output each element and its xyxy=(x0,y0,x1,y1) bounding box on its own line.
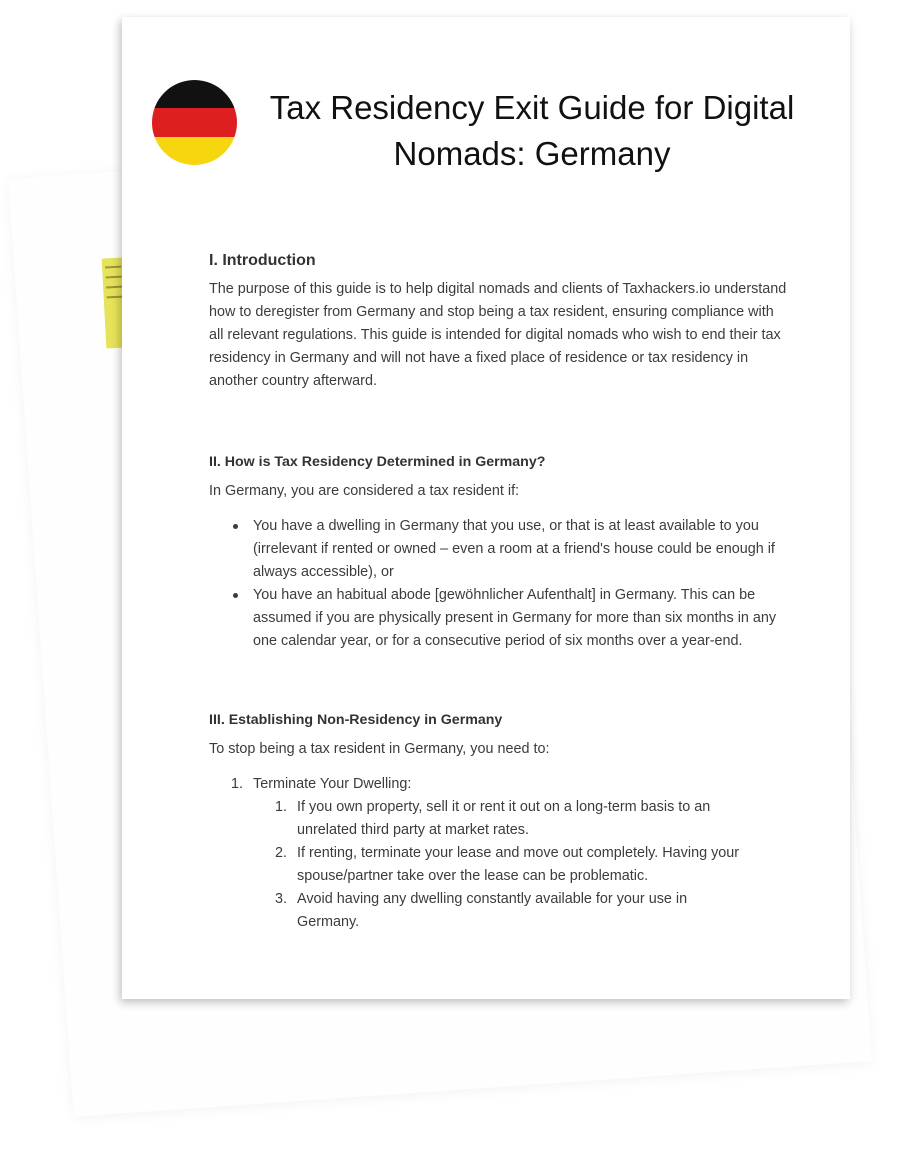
section-heading: II. How is Tax Residency Determined in Germany? xyxy=(209,454,546,470)
flag-stripe-black xyxy=(152,80,237,108)
section-lead: In Germany, you are considered a tax resident if: xyxy=(209,483,520,499)
germany-flag-icon xyxy=(152,80,237,165)
list-item xyxy=(253,584,789,653)
document-page xyxy=(122,17,850,999)
list-item xyxy=(253,515,789,584)
section-introduction xyxy=(209,249,789,393)
list-item-text: If renting, terminate your lease and move out completely. Having your spouse/partner take over the lease can be problematic. xyxy=(297,845,740,884)
section-lead: To stop being a tax resident in Germany, you need to: xyxy=(209,741,550,757)
sticky-note-scribble xyxy=(106,286,122,289)
section-tax-residency-determination xyxy=(209,451,789,653)
list-item-text: You have an habitual abode [gewöhnlicher Aufenthalt] in Germany. This can be assumed if you are physically present in Germany for more than six months in any one calendar year, or for a consecutive period of six months over a year-end. xyxy=(253,587,777,649)
list-item-text: You have a dwelling in Germany that you use, or that is at least available to you (irrelevant if rented or owned – even a room at a friend's house could be enough if always accessible), or xyxy=(253,518,775,580)
spacer xyxy=(209,653,789,709)
nested-numbered-list xyxy=(253,796,789,934)
list-item-text: Avoid having any dwelling constantly available for your use in Germany. xyxy=(297,891,688,930)
sticky-note-scribble xyxy=(107,296,123,299)
bullet-icon xyxy=(233,524,238,529)
section-paragraph: The purpose of this guide is to help digital nomads and clients of Taxhackers.io understand how to deregister from Germany and stop being a tax resident, ensuring compliance with all relevant regulations. This guide is intended for digital nomads who wish to end their tax residency in Germany and will not have a fixed place of residence or tax residency in another country afterward. xyxy=(209,281,787,389)
list-number: 2. xyxy=(275,845,288,861)
sticky-note-scribble xyxy=(106,276,122,279)
section-heading: III. Establishing Non-Residency in Germany xyxy=(209,712,503,728)
section-heading: I. Introduction xyxy=(209,252,316,269)
spacer xyxy=(209,393,789,451)
list-item xyxy=(275,796,789,842)
list-number: 3. xyxy=(275,891,288,907)
list-item xyxy=(275,842,789,888)
list-number: 1. xyxy=(275,799,288,815)
sticky-note-scribble xyxy=(105,266,121,269)
document-title: Tax Residency Exit Guide for Digital Nomads: Germany xyxy=(269,89,795,172)
bullet-list xyxy=(209,515,789,653)
bullet-icon xyxy=(233,593,238,598)
flag-stripe-red xyxy=(152,108,237,136)
list-item xyxy=(231,773,789,934)
numbered-list xyxy=(209,773,789,934)
list-item-text: Terminate Your Dwelling: xyxy=(253,776,412,792)
list-item xyxy=(275,888,789,934)
list-item-text: If you own property, sell it or rent it out on a long-term basis to an unrelated third party at market rates. xyxy=(297,799,711,838)
list-number: 1. xyxy=(231,776,244,792)
flag-stripe-gold xyxy=(152,137,237,165)
section-establishing-non-residency xyxy=(209,709,789,934)
document-body xyxy=(209,249,789,934)
